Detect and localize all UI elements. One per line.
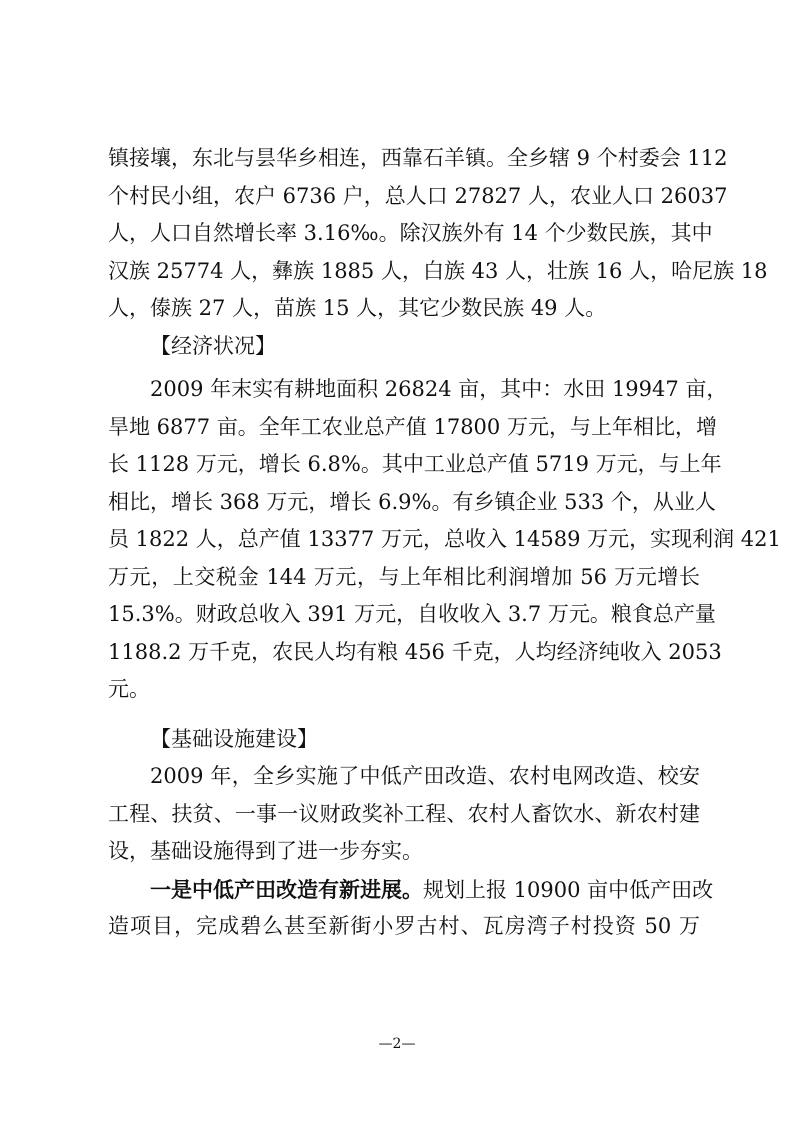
- text-line: 镇接壤，东北与昙华乡相连，西靠石羊镇。全乡辖 9 个村委会 112: [108, 146, 728, 170]
- paragraph-farmland: [108, 871, 714, 946]
- paragraph-demographics: [108, 140, 768, 328]
- text-line: 汉族 25774 人，彝族 1885 人，白族 43 人，壮族 16 人，哈尼族 18: [108, 258, 768, 283]
- page-number: —2—: [378, 1036, 416, 1052]
- body-text: [108, 140, 781, 946]
- text-line: 人，人口自然增长率 3.16‰。除汉族外有 14 个少数民族，其中: [108, 221, 713, 245]
- section-heading-infrastructure: 【基础设施建设】: [150, 726, 318, 751]
- text-line: 工程、扶贫、一事一议财政奖补工程、农村人畜饮水、新农村建: [108, 801, 700, 826]
- paragraph-infrastructure: [108, 758, 700, 871]
- section-heading-economy: 【经济状况】: [150, 333, 276, 358]
- text-line: 万元，上交税金 144 万元，与上年相比利润增加 56 万元增长: [108, 564, 700, 589]
- text-line: 造项目，完成碧么甚至新街小罗古村、瓦房湾子村投资 50 万: [108, 914, 700, 938]
- text-line: 旱地 6877 亩。全年工农业总产值 17800 万元，与上年相比，增: [108, 414, 717, 439]
- text-line: 长 1128 万元，增长 6.8%。其中工业总产值 5719 万元，与上年: [108, 452, 722, 476]
- text-line: 设，基础设施得到了进一步夯实。: [108, 839, 423, 863]
- text-line: [108, 871, 714, 909]
- text-line: 2009 年末实有耕地面积 26824 亩，其中：水田 19947 亩，: [150, 377, 728, 401]
- text-line: 员 1822 人，总产值 13377 万元，总收入 14589 万元，实现利润 421: [108, 527, 781, 551]
- bold-lead: 一是中低产田改造有新进展。: [150, 876, 423, 902]
- text-line: 个村民小组，农户 6736 户，总人口 27827 人，农业人口 26037: [108, 183, 728, 208]
- text-line: 相比，增长 368 万元，增长 6.9%。有乡镇企业 533 个，从业人: [108, 489, 716, 514]
- text-line: 2009 年，全乡实施了中低产田改造、农村电网改造、校安: [150, 764, 700, 788]
- lead-rest: 规划上报 10900 亩中低产田改: [423, 877, 714, 902]
- text-line: 元。: [108, 677, 150, 701]
- text-line: 1188.2 万千克，农民人均有粮 456 千克，人均经济纯收入 2053: [108, 639, 722, 664]
- text-line: 人，傣族 27 人，苗族 15 人，其它少数民族 49 人。: [108, 296, 607, 320]
- text-line: 15.3%。财政总收入 391 万元，自收收入 3.7 万元。粮食总产量: [108, 602, 716, 626]
- paragraph-economy: [108, 371, 781, 709]
